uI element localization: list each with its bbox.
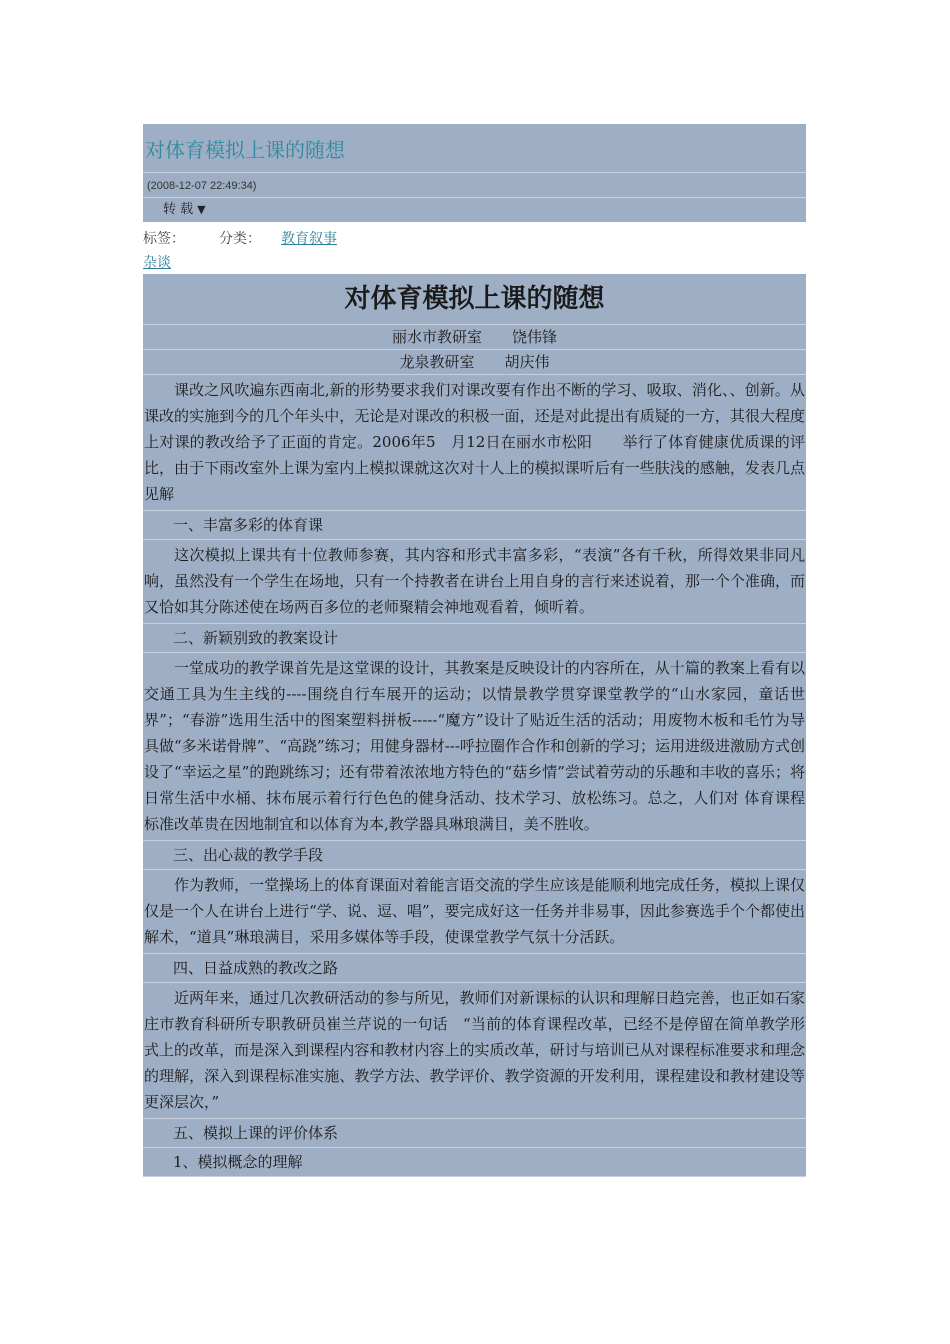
triangle-down-icon: ▼ bbox=[197, 203, 206, 216]
post-title[interactable]: 对体育模拟上课的随想 bbox=[143, 124, 806, 173]
section-heading: 五、模拟上课的评价体系 bbox=[143, 1119, 806, 1148]
author-line: 龙泉教研室 胡庆伟 bbox=[143, 350, 806, 375]
section-heading: 一、丰富多彩的体育课 bbox=[143, 511, 806, 540]
repost-toggle[interactable] bbox=[143, 198, 806, 222]
post-header bbox=[143, 124, 806, 222]
article-title: 对体育模拟上课的随想 bbox=[143, 274, 806, 325]
subsection-heading: 1、模拟概念的理解 bbox=[143, 1148, 806, 1177]
tag-link[interactable]: 杂谈 bbox=[143, 255, 171, 271]
intro-paragraph: 课改之风吹遍东西南北,新的形势要求我们对课改要有作出不断的学习、吸取、消化、、创新。从课改的实施到今的几个年头中，无论是对课改的积极一面，还是对此提出有质疑的一方，其很大程度上对课的教改给予了正面的肯定。2006年5 月12日在丽水市松阳 举行了体育健康优质课的评比，由于下雨改室外上课为室内上模拟课就这次对十人上的模拟课听后有一些肤浅的感触，发表几点见解 bbox=[143, 375, 806, 511]
category-link[interactable]: 教育叙事 bbox=[281, 231, 337, 247]
category-label: 分类： bbox=[219, 231, 261, 247]
post-meta bbox=[143, 222, 806, 274]
post-date: (2008-12-07 22:49:34) bbox=[143, 173, 806, 198]
tags-label: 标签： bbox=[143, 231, 185, 247]
section-paragraph: 作为教师，一堂操场上的体育课面对着能言语交流的学生应该是能顺利地完成任务，模拟上课仅仅是一个人在讲台上进行“学、说、逗、唱”，要完成好这一任务并非易事，因此参赛选手个个都使出解术，“道具”琳琅满目，采用多媒体等手段，使课堂教学气氛十分活跃。 bbox=[143, 870, 806, 954]
section-paragraph: 一堂成功的教学课首先是这堂课的设计，其教案是反映设计的内容所在，从十篇的教案上看有以交通工具为生主线的----围绕自行车展开的运动；以情景教学贯穿课堂教学的“山水家园，童话世界”；“春游”选用生活中的图案塑料拼板-----“魔方”设计了贴近生活的活动；用废物木板和毛竹为导具做“多米诺骨牌”、“高跷”练习；用健身器材---呼拉圈作合作和创新的学习；运用进级进激励方式创设了“幸运之星”的跑跳练习；还有带着浓浓地方特色的“菇乡情”尝试着劳动的乐趣和丰收的喜乐；将日常生活中水桶、抹布展示着行行色色的健身活动、技术学习、放松练习。总之，人们对 体育课程标准改革贵在因地制宜和以体育为本,教学器具琳琅满目，美不胜收。 bbox=[143, 653, 806, 841]
blog-post bbox=[143, 124, 806, 1177]
section-heading: 三、出心裁的教学手段 bbox=[143, 841, 806, 870]
article-body bbox=[143, 274, 806, 1177]
section-heading: 二、新颖别致的教案设计 bbox=[143, 624, 806, 653]
section-paragraph: 近两年来，通过几次教研活动的参与所见，教师们对新课标的认识和理解日趋完善，也正如石家庄市教育科研所专职教研员崔兰芹说的一句话 “当前的体育课程改革，已经不是停留在简单教学形式上的改革，而是深入到课程内容和教材内容上的实质改革，研讨与培训已从对课程标准要求和理念的理解，深入到课程标准实施、教学方法、教学评价、教学资源的开发利用，课程建设和教材建设等更深层次，” bbox=[143, 983, 806, 1119]
section-heading: 四、日益成熟的教改之路 bbox=[143, 954, 806, 983]
section-paragraph: 这次模拟上课共有十位教师参赛，其内容和形式丰富多彩，“表演”各有千秋，所得效果非同凡响，虽然没有一个学生在场地，只有一个持教者在讲台上用自身的言行来述说着，那一个个准确，而又恰如其分陈述使在场两百多位的老师聚精会神地观看着，倾听着。 bbox=[143, 540, 806, 624]
repost-label: 转 载 bbox=[163, 202, 194, 217]
author-line: 丽水市教研室 饶伟锋 bbox=[143, 325, 806, 350]
